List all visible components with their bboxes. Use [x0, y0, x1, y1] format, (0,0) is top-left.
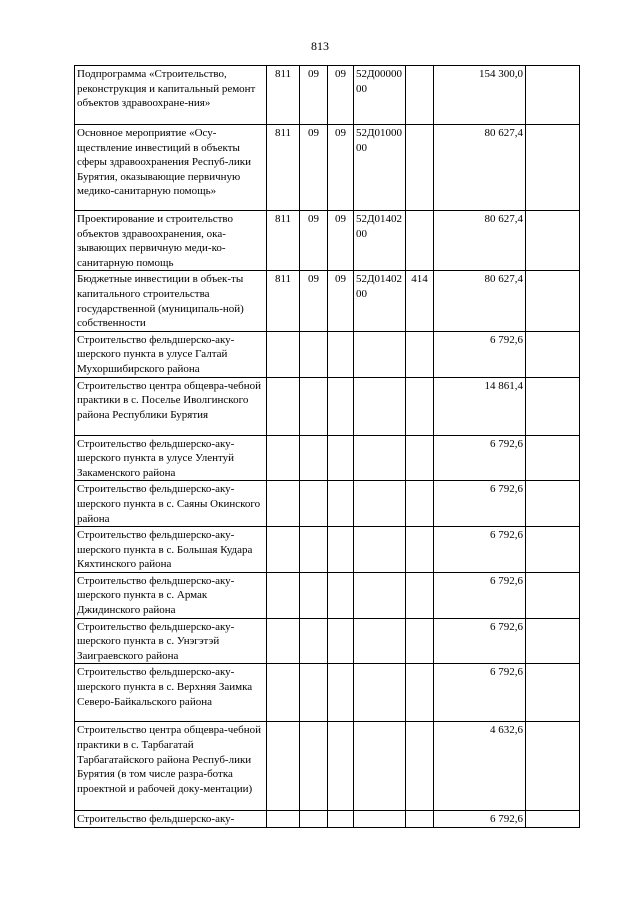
row-name-cell: Строительство фельдшерско-аку-шерского пункта в улусе Галтай Мухоршибирского района: [75, 331, 267, 377]
row-amount-cell: 6 792,6: [434, 664, 526, 722]
row-section-cell: [300, 572, 328, 618]
table-row: [75, 527, 580, 573]
row-section-cell: [300, 618, 328, 664]
row-type-cell: [406, 211, 434, 271]
row-name-cell: Строительство фельдшерско-аку-шерского пункта в с. Большая Кудара Кяхтинского района: [75, 527, 267, 573]
row-amount-cell: 6 792,6: [434, 811, 526, 828]
row-type-cell: [406, 572, 434, 618]
row-amount-cell: 6 792,6: [434, 527, 526, 573]
row-amount-cell: 6 792,6: [434, 572, 526, 618]
row-subsection-cell: [328, 811, 354, 828]
row-type-cell: [406, 125, 434, 211]
row-code-cell: [354, 572, 406, 618]
row-amount-cell: 154 300,0: [434, 66, 526, 125]
row-type-cell: [406, 811, 434, 828]
table-row: [75, 664, 580, 722]
row-section-cell: [300, 331, 328, 377]
row-subsection-cell: [328, 618, 354, 664]
row-amount-cell: 6 792,6: [434, 618, 526, 664]
row-code-cell: 52Д0140200: [354, 271, 406, 331]
row-amount-cell: 80 627,4: [434, 125, 526, 211]
row-type-cell: [406, 481, 434, 527]
row-code-cell: [354, 722, 406, 811]
table-row: [75, 125, 580, 211]
row-subsection-cell: 09: [328, 211, 354, 271]
row-name-cell: Строительство фельдшерско-аку-шерского пункта в улусе Улентуй Закаменского района: [75, 435, 267, 481]
row-code-cell: [354, 331, 406, 377]
row-type-cell: [406, 618, 434, 664]
row-name-cell: Основное мероприятие «Осу-ществление инвестиций в объекты сферы здравоохранения Респуб-лики Бурятия, оказывающие первичную медико-санитарную помощь»: [75, 125, 267, 211]
row-section-cell: [300, 664, 328, 722]
row-name-cell: Строительство фельдшерско-аку-шерского пункта в с. Армак Джидинского района: [75, 572, 267, 618]
row-type-cell: [406, 435, 434, 481]
row-name-cell: Подпрограмма «Строительство, реконструкция и капитальный ремонт объектов здравоохране-ния»: [75, 66, 267, 125]
row-ministry-cell: [267, 481, 300, 527]
row-section-cell: [300, 377, 328, 435]
row-ministry-cell: [267, 618, 300, 664]
row-code-cell: 52Д0100000: [354, 125, 406, 211]
row-subsection-cell: 09: [328, 66, 354, 125]
row-ministry-cell: [267, 811, 300, 828]
table-row: [75, 66, 580, 125]
row-section-cell: 09: [300, 211, 328, 271]
row-subsection-cell: [328, 377, 354, 435]
row-section-cell: 09: [300, 66, 328, 125]
row-section-cell: [300, 481, 328, 527]
table-row: [75, 331, 580, 377]
row-amount-cell: 6 792,6: [434, 331, 526, 377]
row-type-cell: [406, 664, 434, 722]
row-subsection-cell: [328, 722, 354, 811]
row-extra-cell: [526, 722, 580, 811]
row-section-cell: 09: [300, 271, 328, 331]
row-name-cell: Бюджетные инвестиции в объек-ты капитального строительства государственной (муниципаль-ной) собственности: [75, 271, 267, 331]
row-extra-cell: [526, 211, 580, 271]
table-row: [75, 722, 580, 811]
row-name-cell: Строительство фельдшерско-аку-шерского пункта в с. Унэгэтэй Заиграевского района: [75, 618, 267, 664]
row-subsection-cell: [328, 664, 354, 722]
row-type-cell: [406, 331, 434, 377]
row-section-cell: [300, 435, 328, 481]
row-ministry-cell: 811: [267, 125, 300, 211]
row-type-cell: [406, 527, 434, 573]
row-code-cell: [354, 527, 406, 573]
budget-table: [74, 65, 580, 828]
row-code-cell: [354, 811, 406, 828]
row-ministry-cell: [267, 331, 300, 377]
table-row: [75, 211, 580, 271]
row-name-cell: Строительство центра общевра-чебной практики в с. Поселье Иволгинского района Республики Бурятия: [75, 377, 267, 435]
row-extra-cell: [526, 331, 580, 377]
row-extra-cell: [526, 435, 580, 481]
row-extra-cell: [526, 66, 580, 125]
row-subsection-cell: [328, 527, 354, 573]
row-name-cell: Строительство фельдшерско-аку-: [75, 811, 267, 828]
row-code-cell: [354, 618, 406, 664]
row-extra-cell: [526, 618, 580, 664]
row-amount-cell: 80 627,4: [434, 211, 526, 271]
row-extra-cell: [526, 481, 580, 527]
table-row: [75, 271, 580, 331]
row-ministry-cell: 811: [267, 211, 300, 271]
row-section-cell: [300, 811, 328, 828]
row-amount-cell: 6 792,6: [434, 481, 526, 527]
row-ministry-cell: [267, 722, 300, 811]
row-extra-cell: [526, 271, 580, 331]
row-type-cell: [406, 66, 434, 125]
row-amount-cell: 14 861,4: [434, 377, 526, 435]
table-row: [75, 377, 580, 435]
row-name-cell: Строительство фельдшерско-аку-шерского пункта в с. Верхняя Заимка Северо-Байкальского района: [75, 664, 267, 722]
row-subsection-cell: [328, 481, 354, 527]
row-subsection-cell: [328, 331, 354, 377]
row-type-cell: [406, 377, 434, 435]
row-code-cell: [354, 481, 406, 527]
row-ministry-cell: [267, 664, 300, 722]
row-extra-cell: [526, 572, 580, 618]
row-code-cell: [354, 377, 406, 435]
row-code-cell: 52Д0140200: [354, 211, 406, 271]
row-subsection-cell: 09: [328, 271, 354, 331]
row-section-cell: 09: [300, 125, 328, 211]
row-subsection-cell: [328, 435, 354, 481]
table-row: [75, 572, 580, 618]
row-ministry-cell: 811: [267, 66, 300, 125]
row-subsection-cell: 09: [328, 125, 354, 211]
table-row: [75, 481, 580, 527]
row-code-cell: [354, 664, 406, 722]
row-code-cell: [354, 435, 406, 481]
row-section-cell: [300, 722, 328, 811]
table-row: [75, 811, 580, 828]
page-number: 813: [311, 39, 329, 53]
row-name-cell: Строительство центра общевра-чебной практики в с. Тарбагатай Тарбагатайского района Респуб-лики Бурятия (в том числе разра-ботка проектной и рабочей доку-ментации): [75, 722, 267, 811]
row-amount-cell: 4 632,6: [434, 722, 526, 811]
row-ministry-cell: [267, 435, 300, 481]
row-type-cell: [406, 722, 434, 811]
row-name-cell: Проектирование и строительство объектов здравоохранения, ока-зывающих первичную меди-ко-санитарную помощь: [75, 211, 267, 271]
row-extra-cell: [526, 527, 580, 573]
row-extra-cell: [526, 125, 580, 211]
row-type-cell: 414: [406, 271, 434, 331]
row-ministry-cell: [267, 527, 300, 573]
row-amount-cell: 80 627,4: [434, 271, 526, 331]
row-amount-cell: 6 792,6: [434, 435, 526, 481]
row-section-cell: [300, 527, 328, 573]
table-row: [75, 618, 580, 664]
row-ministry-cell: [267, 572, 300, 618]
row-extra-cell: [526, 811, 580, 828]
row-name-cell: Строительство фельдшерско-аку-шерского пункта в с. Саяны Окинского района: [75, 481, 267, 527]
table-row: [75, 435, 580, 481]
row-extra-cell: [526, 664, 580, 722]
row-code-cell: 52Д0000000: [354, 66, 406, 125]
row-ministry-cell: [267, 377, 300, 435]
row-extra-cell: [526, 377, 580, 435]
row-ministry-cell: 811: [267, 271, 300, 331]
row-subsection-cell: [328, 572, 354, 618]
